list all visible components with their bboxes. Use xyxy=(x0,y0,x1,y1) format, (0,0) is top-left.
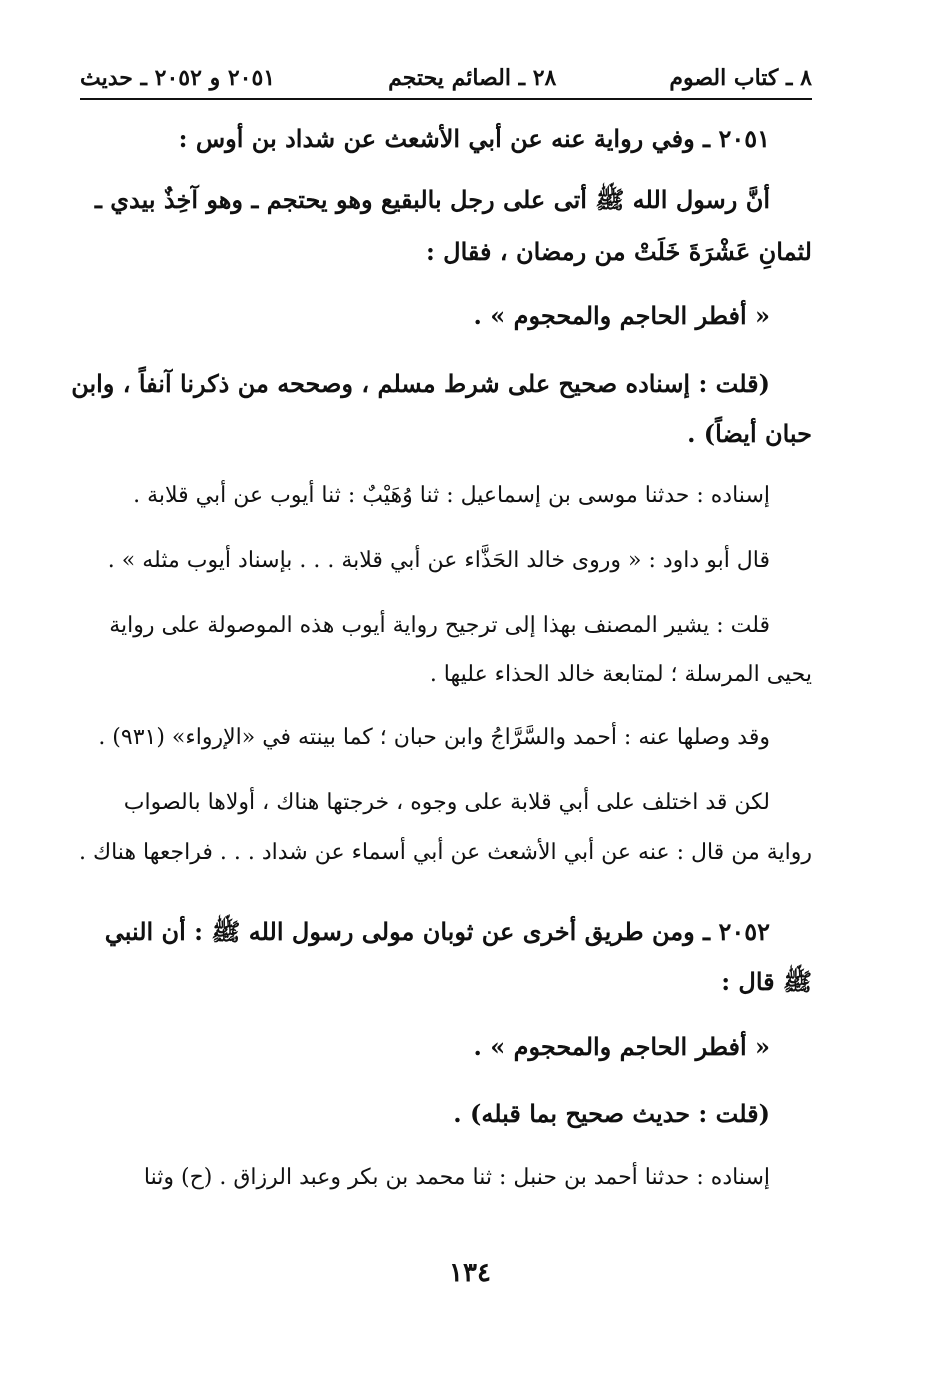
hadith-2051-isnad: إسناده : حدثنا موسى بن إسماعيل : ثنا وُهَيْبٌ : ثنا أيوب عن أبي قلابة . xyxy=(133,483,770,508)
abu-dawud-remark: قال أبو داود : « وروى خالد الحَذَّاء عن أبي قلابة . . . بإسناد أيوب مثله » . xyxy=(107,548,770,573)
hadith-2051-matn: « أفطر الحاجم والمحجوم » . xyxy=(473,301,770,330)
hadith-2051-grading-line-1: (قلت : إسناده صحيح على شرط مسلم ، وصححه من ذكرنا آنفاً ، وابن xyxy=(71,369,770,398)
commentary-2: وقد وصلها عنه : أحمد والسَّرَّاجُ وابن حبان ؛ كما بينته في «الإرواء» (٩٣١) . xyxy=(98,725,770,750)
hadith-2052-intro-line-2: ﷺ قال : xyxy=(721,967,812,996)
commentary-1-line-2: يحيى المرسلة ؛ لمتابعة خالد الحذاء عليها . xyxy=(429,662,812,687)
hadith-2051-intro: ٢٠٥١ ـ وفي رواية عنه عن أبي الأشعث عن شداد بن أوس : xyxy=(178,124,770,153)
header-chapter: ٨ ـ كتاب الصوم xyxy=(669,65,812,91)
hadith-2052-isnad: إسناده : حدثنا أحمد بن حنبل : ثنا محمد بن بكر وعبد الرزاق . (ح) وثنا xyxy=(143,1165,770,1190)
running-header xyxy=(80,58,812,100)
hadith-2051-text-line-1: أنَّ رسول الله ﷺ أتى على رجل بالبقيع وهو يحتجم ـ وهو آخِذٌ بيدي ـ xyxy=(94,185,770,214)
hadith-2051-text-line-2: لثمانِ عَشْرَةَ خَلَتْ من رمضان ، فقال : xyxy=(425,237,812,266)
hadith-2052-grading: (قلت : حديث صحيح بما قبله) . xyxy=(453,1099,770,1128)
header-section: ٢٨ ـ الصائم يحتجم xyxy=(388,65,557,91)
header-hadith-range: ٢٠٥١ و ٢٠٥٢ ـ حديث xyxy=(80,65,276,91)
hadith-2051-grading-line-2: حبان أيضاً) . xyxy=(687,419,812,448)
commentary-1-line-1: قلت : يشير المصنف بهذا إلى ترجيح رواية أيوب هذه الموصولة على رواية xyxy=(109,613,770,638)
hadith-2052-matn: « أفطر الحاجم والمحجوم » . xyxy=(473,1032,770,1061)
page-number: ١٣٤ xyxy=(449,1258,491,1288)
commentary-3-line-2: رواية من قال : عنه عن أبي الأشعث عن أبي أسماء عن شداد . . . فراجعها هناك . xyxy=(78,840,812,865)
hadith-2052-intro-line-1: ٢٠٥٢ ـ ومن طريق أخرى عن ثوبان مولى رسول الله ﷺ : أن النبي xyxy=(104,917,770,946)
commentary-3-line-1: لكن قد اختلف على أبي قلابة على وجوه ، خرجتها هناك ، أولاها بالصواب xyxy=(123,790,770,815)
